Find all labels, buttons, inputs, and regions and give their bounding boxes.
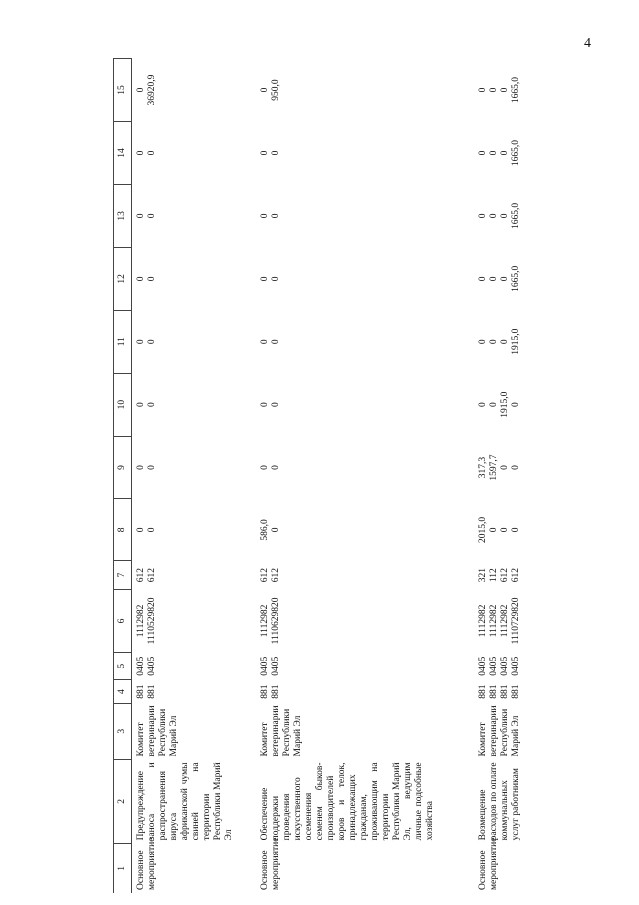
header-cell: 11 (114, 310, 132, 373)
cell-value: 612 (147, 568, 157, 583)
cell-value: 0 (147, 150, 157, 156)
cell-value: 0 (260, 402, 270, 407)
cell-value: 0 (489, 150, 499, 156)
cell-value: 0 (136, 465, 146, 470)
value-cell (474, 59, 598, 122)
cell-value: 0 (271, 465, 281, 470)
value-cell (132, 373, 257, 436)
value-cell (132, 59, 257, 122)
cell-value: 0 (489, 339, 499, 345)
cell-value: 0 (478, 339, 488, 345)
cell-value: 0 (147, 527, 157, 533)
cell-value: 0 (271, 402, 281, 407)
cell-value: 0 (136, 150, 146, 156)
cell-value: 0 (260, 276, 270, 282)
value-cell (474, 247, 598, 310)
row-name-cell: Предупреждение заноса и распространения вируса африканской чумы свиней на территории Республики Марий Эл (136, 762, 234, 841)
value-cell (132, 561, 257, 590)
value-cell (256, 184, 474, 247)
row-type-cell: Основное мероприятие (136, 837, 157, 890)
value-cell (132, 436, 257, 499)
cell-value: 0405 (500, 656, 510, 676)
cell-value: 0 (136, 276, 146, 282)
value-cell (474, 499, 598, 561)
value-cell (256, 59, 474, 122)
value-cell (256, 247, 474, 310)
row-name-cell: Возмещение расходов по оплате коммунальных услуг работникам (478, 762, 521, 841)
row-type-cell: Основное мероприятие (260, 837, 281, 890)
value-cell (474, 184, 598, 247)
header-cell: 13 (114, 184, 132, 247)
value-cell (132, 247, 257, 310)
cell-value: 612 (271, 568, 281, 583)
cell-value: 0 (147, 465, 157, 470)
value-cell (132, 652, 257, 680)
cell-value: 0 (271, 276, 281, 282)
header-cell: 7 (114, 561, 132, 590)
cell-value: 881 (147, 684, 157, 699)
value-cell (132, 589, 257, 652)
cell-value: 881 (478, 684, 488, 699)
cell-value: 1110529820 (147, 597, 157, 645)
cell-value: 112 (489, 568, 499, 583)
cell-value: 612 (260, 568, 270, 583)
value-cell (474, 561, 598, 590)
cell-value: 0405 (489, 656, 499, 676)
value-cell (256, 373, 474, 436)
cell-value: 612 (500, 568, 510, 583)
cell-value: 0405 (260, 656, 270, 676)
cell-value: 0405 (136, 656, 146, 676)
value-cell (132, 184, 257, 247)
cell-value: 0 (489, 527, 499, 533)
cell-value: 0 (136, 402, 146, 407)
cell-value: 950,0 (271, 79, 281, 101)
value-cell (474, 122, 598, 185)
cell-value: 0 (489, 87, 499, 93)
cell-value: 0 (511, 402, 521, 407)
cell-value: 0 (478, 213, 488, 219)
cell-value: 0 (478, 276, 488, 282)
row-executor-cell: Комитет ветеринарии Республики Марий Эл (260, 705, 303, 757)
cell-value: 0 (478, 87, 488, 93)
cell-value: 1110629820 (271, 597, 281, 645)
budget-table (113, 58, 598, 893)
rotated-table-container (113, 58, 598, 893)
cell-value: 881 (136, 684, 146, 699)
value-cell (132, 310, 257, 373)
value-cell (474, 436, 598, 499)
cell-value: 0 (478, 150, 488, 156)
cell-value: 0 (260, 150, 270, 156)
header-cell: 10 (114, 373, 132, 436)
cell-value: 0 (147, 402, 157, 407)
cell-value: 1915,0 (500, 391, 510, 418)
cell-value: 0405 (147, 656, 157, 676)
header-cell: 2 (114, 759, 132, 843)
header-cell: 9 (114, 436, 132, 499)
row-executor-cell: Комитет ветеринарии Республики Марий Эл (478, 705, 521, 757)
cell-value: 0 (260, 339, 270, 345)
cell-value: 0405 (511, 656, 521, 676)
cell-value: 1112982 (489, 604, 499, 638)
cell-value: 0 (271, 339, 281, 345)
cell-value: 0 (260, 465, 270, 470)
value-cell (256, 310, 474, 373)
header-cell: 12 (114, 247, 132, 310)
cell-value: 1665,0 (511, 202, 521, 229)
cell-value: 0 (136, 213, 146, 219)
header-cell: 3 (114, 703, 132, 759)
header-cell: 15 (114, 59, 132, 122)
cell-value: 881 (500, 684, 510, 699)
value-cell (132, 499, 257, 561)
cell-value: 321 (478, 568, 488, 583)
cell-value: 0 (271, 527, 281, 533)
value-cell (474, 310, 598, 373)
value-cell (474, 589, 598, 652)
cell-value: 0 (260, 87, 270, 93)
value-cell (132, 680, 257, 703)
cell-value: 0 (147, 339, 157, 345)
value-cell (256, 499, 474, 561)
cell-value: 0 (500, 465, 510, 470)
cell-value: 1665,0 (511, 76, 521, 104)
cell-value: 0 (500, 150, 510, 156)
cell-value: 881 (489, 684, 499, 699)
cell-value: 0 (136, 339, 146, 345)
cell-value: 1665,0 (511, 265, 521, 292)
cell-value: 0405 (478, 656, 488, 676)
header-cell: 5 (114, 652, 132, 680)
cell-value: 0 (489, 276, 499, 282)
cell-value: 0 (511, 465, 521, 470)
value-cell (256, 652, 474, 680)
cell-value: 0 (271, 213, 281, 219)
cell-value: 0 (271, 150, 281, 156)
cell-value: 1665,0 (511, 139, 521, 167)
value-cell (474, 680, 598, 703)
cell-value: 317,3 (478, 456, 488, 479)
cell-value: 1112982 (500, 604, 510, 638)
cell-value: 36920,9 (147, 74, 157, 106)
value-cell (256, 561, 474, 590)
header-cell: 8 (114, 499, 132, 561)
header-cell: 14 (114, 122, 132, 185)
value-cell (256, 680, 474, 703)
cell-value: 0 (500, 276, 510, 282)
cell-value: 0 (147, 276, 157, 282)
cell-value: 1112982 (478, 604, 488, 638)
cell-value: 0 (260, 213, 270, 219)
cell-value: 881 (511, 684, 521, 699)
cell-value: 1112982 (260, 604, 270, 638)
cell-value: 0 (500, 339, 510, 345)
cell-value: 2015,0 (478, 516, 488, 543)
cell-value: 0 (478, 402, 488, 407)
cell-value: 612 (511, 568, 521, 583)
cell-value: 881 (260, 684, 270, 699)
cell-value: 612 (136, 568, 146, 583)
table-row (474, 59, 598, 894)
value-cell (256, 589, 474, 652)
cell-value: 0405 (271, 656, 281, 676)
value-cell (256, 122, 474, 185)
value-cell (256, 436, 474, 499)
cell-value: 1110729820 (511, 597, 521, 645)
cell-value: 0 (500, 213, 510, 219)
cell-value: 1597,7 (489, 454, 499, 481)
table-row (132, 59, 257, 894)
cell-value: 0 (136, 87, 146, 93)
header-cell: 6 (114, 589, 132, 652)
cell-value: 1915,0 (511, 328, 521, 355)
page-number: 4 (584, 36, 591, 51)
cell-value: 1112982 (136, 604, 146, 638)
cell-value: 586,0 (260, 519, 270, 541)
row-name-cell: Обеспечение поддержки проведения искусственного осеменения семенем быков-производителей коров и телок, принадлежащих гражданам, проживающим на территории Республики Марий Эл, ведущим личные подсобные хозяйства (260, 762, 435, 841)
header-row (114, 59, 132, 894)
cell-value: 0 (489, 402, 499, 407)
table-body (132, 59, 599, 894)
value-cell (474, 373, 598, 436)
header-cell: 4 (114, 680, 132, 703)
cell-value: 0 (489, 213, 499, 219)
cell-value: 0 (511, 527, 521, 533)
cell-value: 881 (271, 684, 281, 699)
table-row (256, 59, 474, 894)
value-cell (474, 652, 598, 680)
cell-value: 0 (500, 527, 510, 533)
value-cell (132, 122, 257, 185)
cell-value: 0 (500, 87, 510, 93)
cell-value: 0 (136, 527, 146, 533)
row-executor-cell: Комитет ветеринарии Республики Марий Эл (136, 705, 179, 757)
header-cell: 1 (114, 843, 132, 893)
row-type-cell: Основное мероприятие (478, 837, 499, 890)
cell-value: 0 (147, 213, 157, 219)
